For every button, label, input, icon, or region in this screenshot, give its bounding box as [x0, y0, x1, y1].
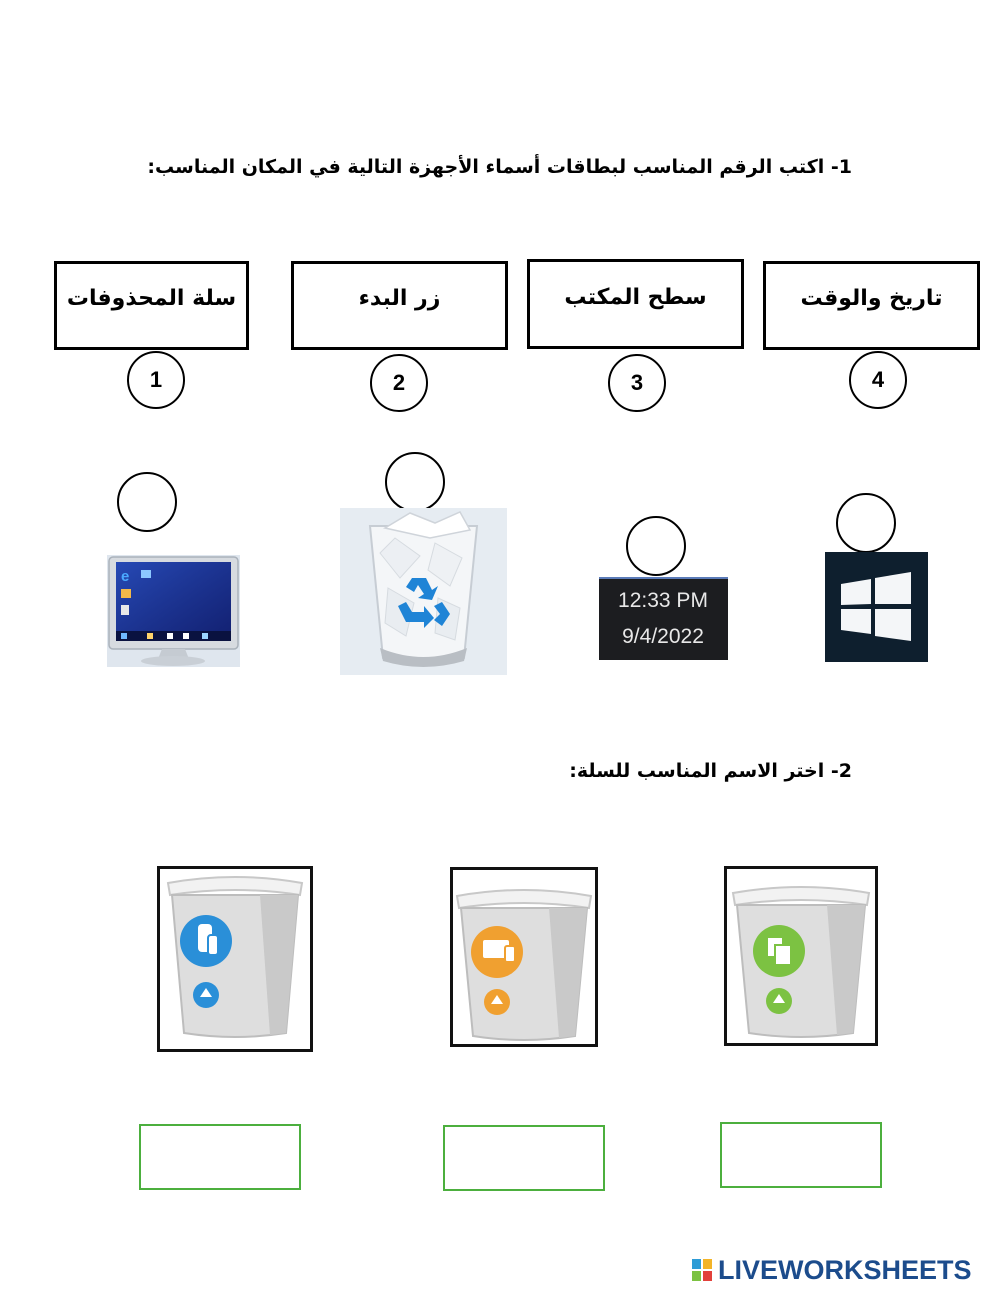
card-number-1: 1 — [127, 351, 185, 409]
svg-text:e: e — [121, 568, 130, 585]
date-time-icon — [599, 577, 728, 660]
brand-text: LIVEWORKSHEETS — [718, 1254, 972, 1285]
question-2-title: 2- اختر الاسم المناسب للسلة: — [569, 760, 852, 782]
card-label: تاريخ والوقت — [800, 286, 943, 311]
card-number-4: 4 — [849, 351, 907, 409]
answer-circle-recycle-bin[interactable] — [385, 452, 445, 512]
answer-box-bin-blue[interactable] — [139, 1124, 301, 1190]
card-recycle-bin — [54, 261, 249, 350]
paper-bin-icon — [727, 869, 875, 1043]
card-label: زر البدء — [358, 286, 441, 311]
answer-circle-start[interactable] — [836, 493, 896, 553]
card-label: سطح المكتب — [564, 284, 707, 310]
bin-card-green — [724, 866, 878, 1046]
question-1-title: 1- اكتب الرقم المناسب لبطاقات أسماء الأجهزة التالية في المكان المناسب: — [147, 156, 852, 178]
clock-time: 12:33 PM — [618, 589, 708, 612]
card-number-3: 3 — [608, 354, 666, 412]
answer-circle-date-time[interactable] — [626, 516, 686, 576]
bin-card-orange — [450, 867, 598, 1047]
windows-start-icon — [825, 552, 928, 662]
recycle-bin-icon — [340, 508, 507, 675]
liveworksheets-logo — [692, 1255, 972, 1285]
devices-bin-icon — [453, 870, 595, 1044]
bin-card-blue — [157, 866, 313, 1052]
card-number-2: 2 — [370, 354, 428, 412]
answer-box-bin-orange[interactable] — [443, 1125, 605, 1191]
clock-date: 9/4/2022 — [622, 625, 704, 648]
electronics-bin-icon — [160, 869, 310, 1049]
card-label: سلة المحذوفات — [66, 286, 237, 311]
card-start-button — [291, 261, 508, 350]
liveworksheets-logo-icon — [692, 1259, 712, 1281]
desktop-monitor-icon — [107, 555, 240, 667]
card-desktop — [527, 259, 744, 349]
answer-circle-desktop[interactable] — [117, 472, 177, 532]
card-date-time — [763, 261, 980, 350]
answer-box-bin-green[interactable] — [720, 1122, 882, 1188]
